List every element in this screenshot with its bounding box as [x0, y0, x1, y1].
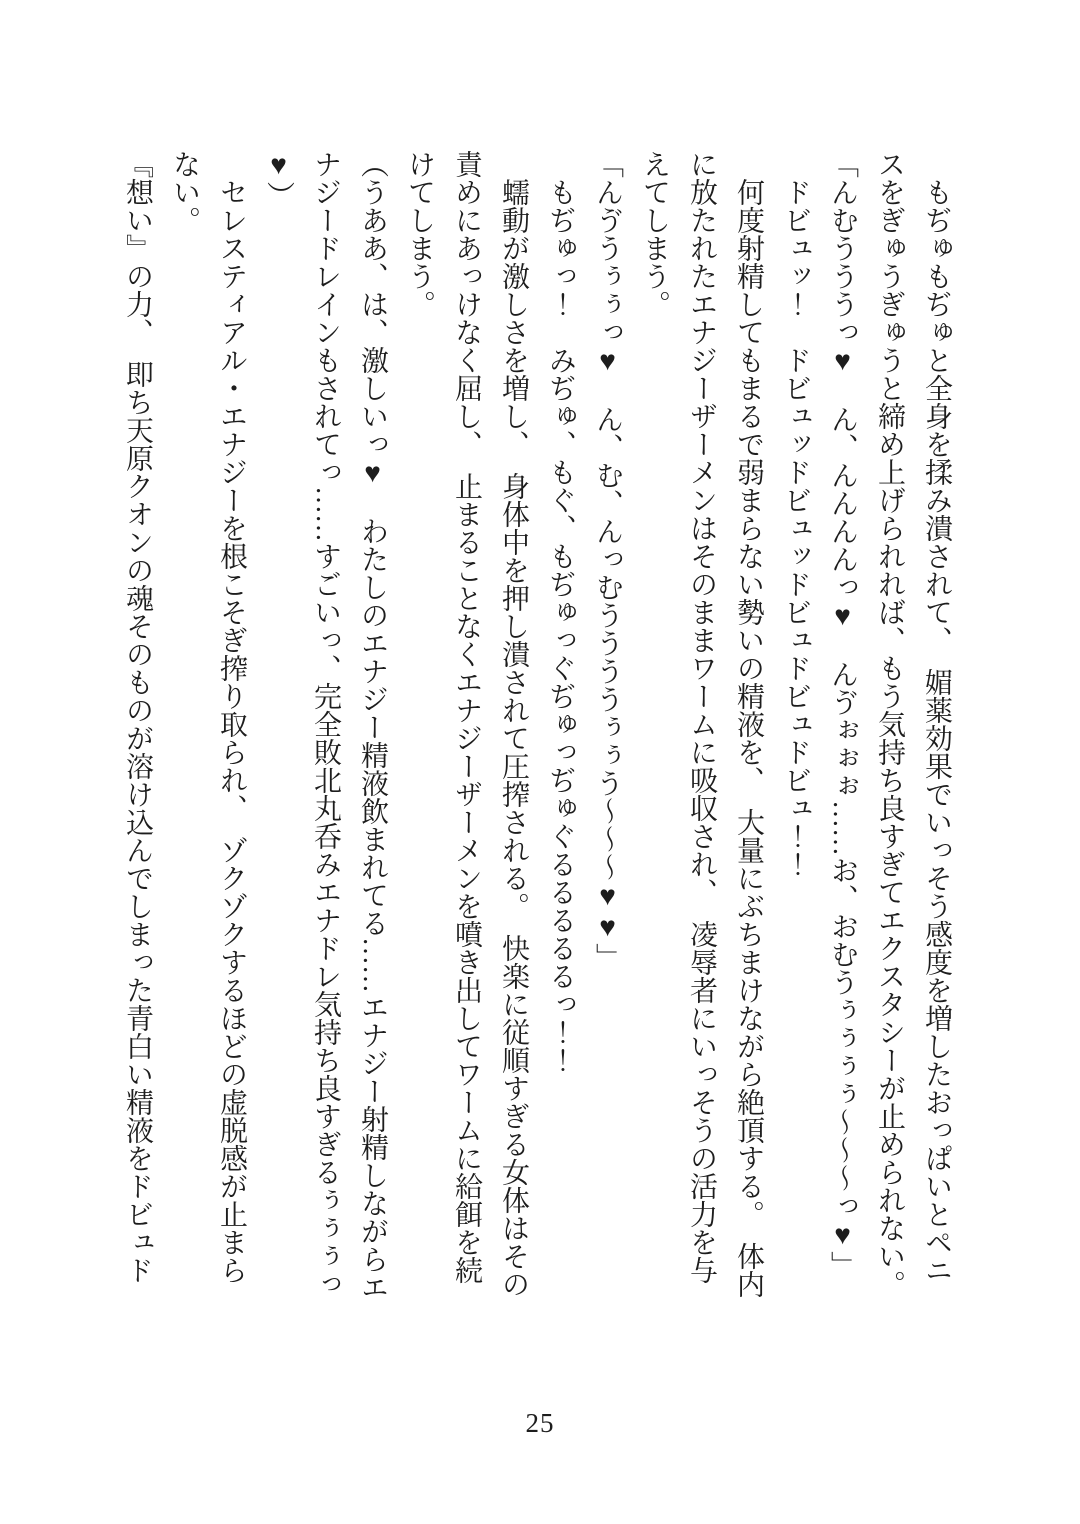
- paragraph-narration-4: セレスティアル・エナジーを根こそぎ搾り取られ、 ゾクゾクするほどの虚脱感が止まらない。: [169, 150, 247, 1284]
- paragraph-monologue-1: （うああ、は、激しいっ♥ わたしのエナジー精液飲まれてる……エナジー射精しながらエナジードレインもされてっ……すごいっ、完全敗北丸呑みエナドレ気持ち良すぎるぅぅぅっ♥）: [263, 150, 388, 1301]
- paragraph-dialogue-1: 「んむうううっ♥ ん、んんんんっ♥ んゔぉぉぉ……お、おむうぅぅぅぅ～～～っ♥」: [827, 150, 858, 1279]
- paragraph-sfx-1: ドビュッ！ ドビュッドビュッドビュドビュドビュ！！: [780, 150, 811, 878]
- paragraph-narration-1: もぢゅもぢゅと全身を揉み潰されて、 媚薬効果でいっそう感度を増したおっぱいとペニスをぎゅうぎゅうと締め上げられれば、もう気持ち良すぎてエクスタシーが止められない。: [874, 150, 952, 1298]
- page-text: [110, 150, 960, 1310]
- page-number: 25: [525, 1408, 555, 1438]
- paragraph-dialogue-2: 「んゔうぅぅっ♥ ん、む、んっむううううぅぅう～～～♥♥」: [592, 150, 623, 971]
- paragraph-narration-3: 蠕動が激しさを増し、 身体中を押し潰されて圧搾される。 快楽に従順すぎる女体はその責めにあっけなく屈し、 止まることなくエナジーザーメンを噴き出してワームに給餌を続けてしまう。: [404, 150, 529, 1298]
- paragraph-narration-2: 何度射精してもまるで弱まらない勢いの精液を、 大量にぶちまけながら絶頂する。 体内に放たれたエナジーザーメンはそのままワームに吸収され、 凌辱者にいっそうの活力を与えてしまう。: [639, 150, 764, 1298]
- paragraph-narration-5: 『想い』の力、 即ち天原クオンの魂そのものが溶け込んでしまった青白い精液をドビュド: [122, 150, 153, 1284]
- paragraph-sfx-2: もぢゅっ！ みぢゅ、もぐ、もぢゅっぐぢゅっぢゅぐるるるるるっ！！: [545, 150, 576, 1074]
